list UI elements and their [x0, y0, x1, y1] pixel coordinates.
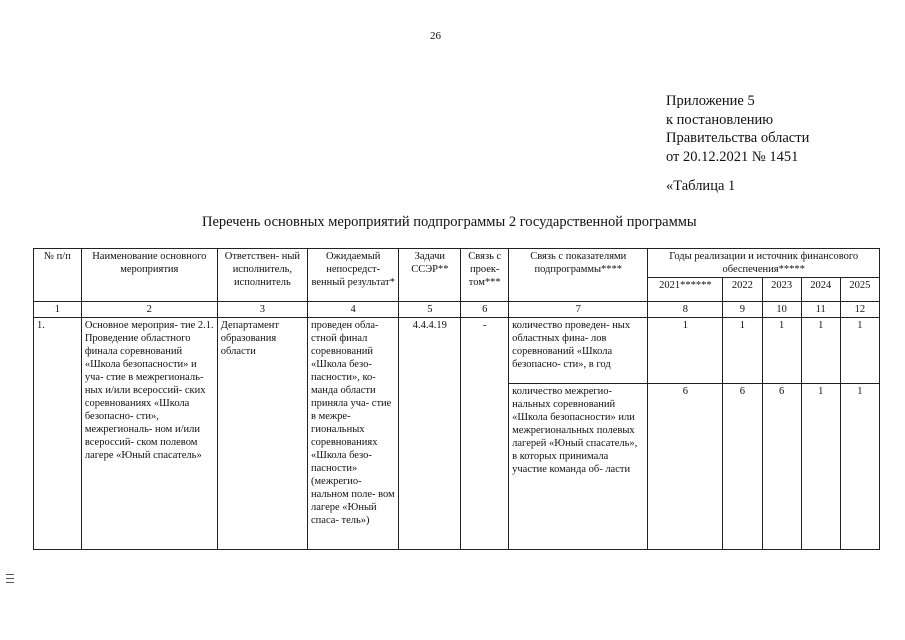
column-number: 10: [762, 302, 801, 318]
column-number: 6: [461, 302, 509, 318]
header-year-2022: 2022: [723, 278, 762, 302]
indicator-2-value-2022: 6: [723, 384, 762, 550]
indicator-2-value-2025: 1: [840, 384, 879, 550]
indicator-2-value-2024: 1: [801, 384, 840, 550]
column-number: 4: [308, 302, 399, 318]
row-indicator-2: количество межрегио- нальных соревнований «Школа безопасности» или межрегиональных полевых лагерей «Юный спасатель», в которых принимала участие команда об- ласти: [509, 384, 648, 550]
page-number: 26: [430, 30, 441, 42]
indicator-2-value-2021: 6: [648, 384, 723, 550]
row-executor: Департамент образования области: [217, 318, 307, 550]
header-years: Годы реализации и источник финансового обеспечения*****: [648, 249, 880, 278]
header-projects: Связь с проек- том***: [461, 249, 509, 302]
row-expected-result: проведен обла- стной финал соревнований «Школа безо- пасности», ко- манда области приняла уча- стие в межре- гиональных соревнованиях «Школа безо- пасности» (межрегио- нальном поле- вом лагере «Юный спаса- тель»): [308, 318, 399, 550]
row-tasks: 4.4.4.19: [399, 318, 461, 550]
appendix-line-3: Правительства области: [666, 130, 810, 146]
indicator-1-value-2023: 1: [762, 318, 801, 384]
column-number: 2: [81, 302, 217, 318]
document-title: Перечень основных мероприятий подпрограммы 2 государственной программы: [202, 214, 697, 230]
table-label: «Таблица 1: [666, 178, 736, 194]
header-result: Ожидаемый непосредст- венный результат*: [308, 249, 399, 302]
column-number: 3: [217, 302, 307, 318]
row-indicator-1: количество проведен- ных областных фина- лов соревнований «Школа безопасно- сти», в год: [509, 318, 648, 384]
indicator-2-value-2023: 6: [762, 384, 801, 550]
header-year-2025: 2025: [840, 278, 879, 302]
header-year-2023: 2023: [762, 278, 801, 302]
appendix-line-1: Приложение 5: [666, 93, 755, 109]
column-number: 12: [840, 302, 879, 318]
column-number: 8: [648, 302, 723, 318]
indicator-1-value-2022: 1: [723, 318, 762, 384]
column-number: 11: [801, 302, 840, 318]
appendix-line-4: от 20.12.2021 № 1451: [666, 148, 799, 165]
header-name: Наименование основного мероприятия: [81, 249, 217, 302]
scan-mark: [6, 578, 14, 579]
scan-mark: [6, 574, 14, 575]
appendix-block: [666, 92, 809, 166]
row-num: 1.: [34, 318, 82, 550]
scan-mark: [6, 582, 14, 583]
column-number: 1: [34, 302, 82, 318]
indicator-1-value-2025: 1: [840, 318, 879, 384]
column-number: 5: [399, 302, 461, 318]
row-measure-name: Основное мероприя- тие 2.1. Проведение областного финала соревнований «Школа безопасности» и уча- стие в межрегиональ- ных и/или всероссий- ских соревнованиях «Школа безопасно- сти», межрегиональ- ном и/или всероссий- ском полевом лагере «Юный спасатель»: [81, 318, 217, 550]
header-tasks: Задачи ССЭР**: [399, 249, 461, 302]
header-year-2021: 2021******: [648, 278, 723, 302]
indicator-1-value-2021: 1: [648, 318, 723, 384]
header-indicators: Связь с показателями подпрограммы****: [509, 249, 648, 302]
column-number: 7: [509, 302, 648, 318]
header-num: № п/п: [34, 249, 82, 302]
column-number: 9: [723, 302, 762, 318]
appendix-line-2: к постановлению: [666, 111, 774, 128]
header-executor: Ответствен- ный исполнитель, исполнитель: [217, 249, 307, 302]
indicator-1-value-2024: 1: [801, 318, 840, 384]
row-projects: -: [461, 318, 509, 550]
header-year-2024: 2024: [801, 278, 840, 302]
measures-table: [33, 248, 880, 550]
